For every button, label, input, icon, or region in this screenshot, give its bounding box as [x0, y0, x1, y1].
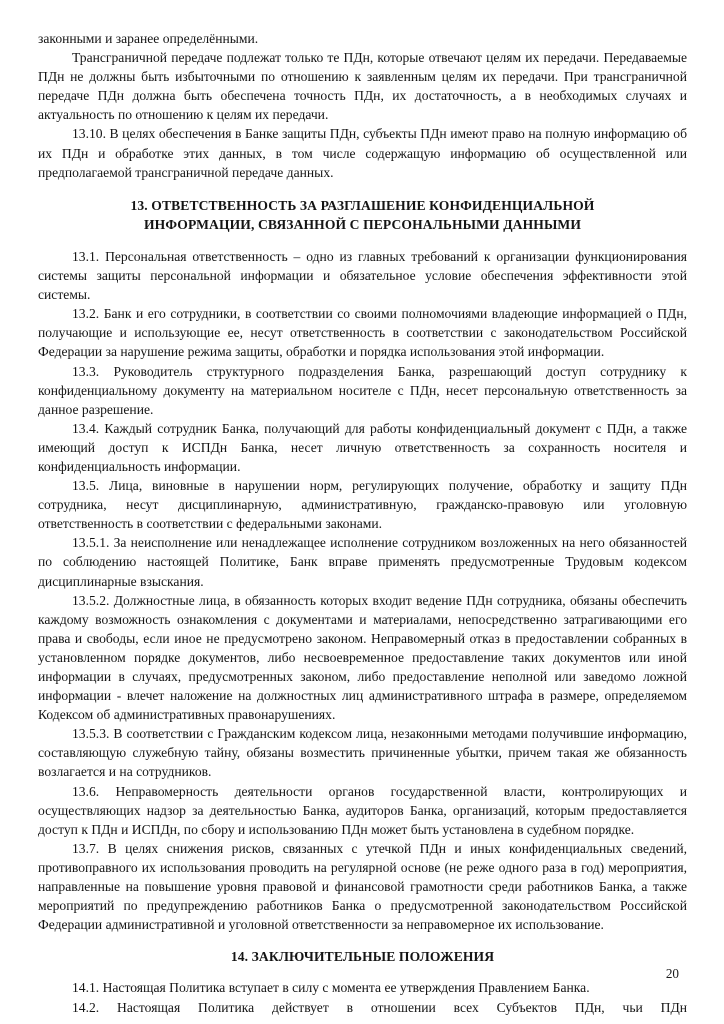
paragraph-13-5-2: 13.5.2. Должностные лица, в обязанность которых входит ведение ПДн сотрудника, обязаны обеспечить каждому возможность ознакомления с документами и материалами, непосредственно затрагивающими его права и свободы, если иное не предусмотрено законом. Неправомерный отказ в предоставлении собранных в установленном порядке документов, либо несвоевременное предоставление таких документов или иной информации в случаях, предусмотренных законом, либо предоставление неполной или заведомо ложной информации - влечет наложение на должностных лиц административного штрафа в размере, определяемом Кодексом об административных правонарушениях.: [38, 592, 687, 723]
paragraph-14-1: 14.1. Настоящая Политика вступает в силу с момента ее утверждения Правлением Банка.: [72, 980, 590, 996]
paragraph-carryover: законными и заранее определёнными.: [38, 31, 259, 46]
section-heading-13-line-1: 13. ОТВЕТСТВЕННОСТЬ ЗА РАЗГЛАШЕНИЕ КОНФИДЕНЦИАЛЬНОЙ: [130, 197, 595, 213]
paragraph-13-2: 13.2. Банк и его сотрудники, в соответствии со своими полномочиями владеющие информацией о ПДн, получающие и использующие ее, несут ответственность в соответствии с законодательством Российской Федерации за нарушение режима защиты, обработки и порядка использования этой информации.: [38, 306, 687, 360]
section-heading-14: [38, 947, 687, 966]
section-heading-13-line-2: ИНФОРМАЦИИ, СВЯЗАННОЙ С ПЕРСОНАЛЬНЫМИ ДАННЫМИ: [144, 216, 581, 232]
page-text-body: [38, 29, 687, 1017]
page-number-footer: [38, 966, 687, 982]
paragraph-13-6: 13.6. Неправомерность деятельности органов государственной власти, контролирующих и осуществляющих надзор за деятельностью Банка, аудиторов Банка, организаций, которым предоставляется доступ к ПДн и ИСПДн, по сбору и использованию ПДн может быть установлена в судебном порядке.: [38, 783, 687, 837]
paragraph-13-5-1: 13.5.1. За неисполнение или ненадлежащее исполнение сотрудником возложенных на него обязанностей по соблюдению настоящей Политике, Банк вправе применять предусмотренные Трудовым кодексом дисциплинарные взыскания.: [38, 535, 687, 589]
paragraph-13-3: 13.3. Руководитель структурного подразделения Банка, разрешающий доступ сотруднику к конфиденциальному документу на материальном носителе с ПДн, несет персональную ответственность за данное разрешение.: [38, 363, 687, 417]
paragraph-13-4: 13.4. Каждый сотрудник Банка, получающий для работы конфиденциальный документ с ПДн, а также имеющий доступ к ИСПДн Банка, несет личную ответственность за сохранность носителя и конфиденциальность информации.: [38, 420, 687, 474]
paragraph-14-2: 14.2. Настоящая Политика действует в отношении всех Субъектов ПДн, чьи ПДн: [72, 999, 687, 1015]
paragraph-13-5-3: 13.5.3. В соответствии с Гражданским кодексом лица, незаконными методами получившие информацию, составляющую служебную тайну, обязаны возместить причиненные убытки, причем такая же обязанность возлагается и на сотрудников.: [38, 726, 687, 780]
section-heading-13: [38, 196, 687, 234]
page-number-value: 20: [665, 966, 679, 981]
paragraph-13-10: 13.10. В целях обеспечения в Банке защиты ПДн, субъекты ПДн имеют право на полную информацию об их ПДн и обработке этих данных, в том числе содержащую информацию об осуществленной или предполагаемой трансграничной передаче данных.: [38, 126, 687, 180]
paragraph-cross-border-transfer: Трансграничной передаче подлежат только те ПДн, которые отвечают целям их передачи. Передаваемые ПДн не должны быть избыточными по отношению к заявленным целям их передачи. При трансграничной передаче ПДн должна быть обеспечена точность ПДн, их достаточность, а в необходимых случаях и актуальность по отношению к целям их передачи.: [38, 50, 687, 123]
paragraph-13-1: 13.1. Персональная ответственность – одно из главных требований к организации функционирования системы защиты персональной информации и обязательное условие обеспечения эффективности этой системы.: [38, 248, 687, 303]
section-heading-14-line-1: 14. ЗАКЛЮЧИТЕЛЬНЫЕ ПОЛОЖЕНИЯ: [230, 949, 495, 965]
paragraph-13-7: 13.7. В целях снижения рисков, связанных с утечкой ПДн и иных конфиденциальных сведений, противоправного их использования проводить на регулярной основе (не реже одного раза в год) мероприятия, направленные на повышение уровня правовой и финансовой грамотности среди работников Банка, а также мероприятий по предупреждению работников Банка о предусмотренной законодательством Российской Федерации административной и уголовной ответственности за неправомерное их использование.: [38, 840, 687, 933]
paragraph-13-5: 13.5. Лица, виновные в нарушении норм, регулирующих получение, обработку и защиту ПДн сотрудника, несут дисциплинарную, административную, гражданско-правовую или уголовную ответственность в соответствии с федеральными законами.: [38, 478, 687, 532]
